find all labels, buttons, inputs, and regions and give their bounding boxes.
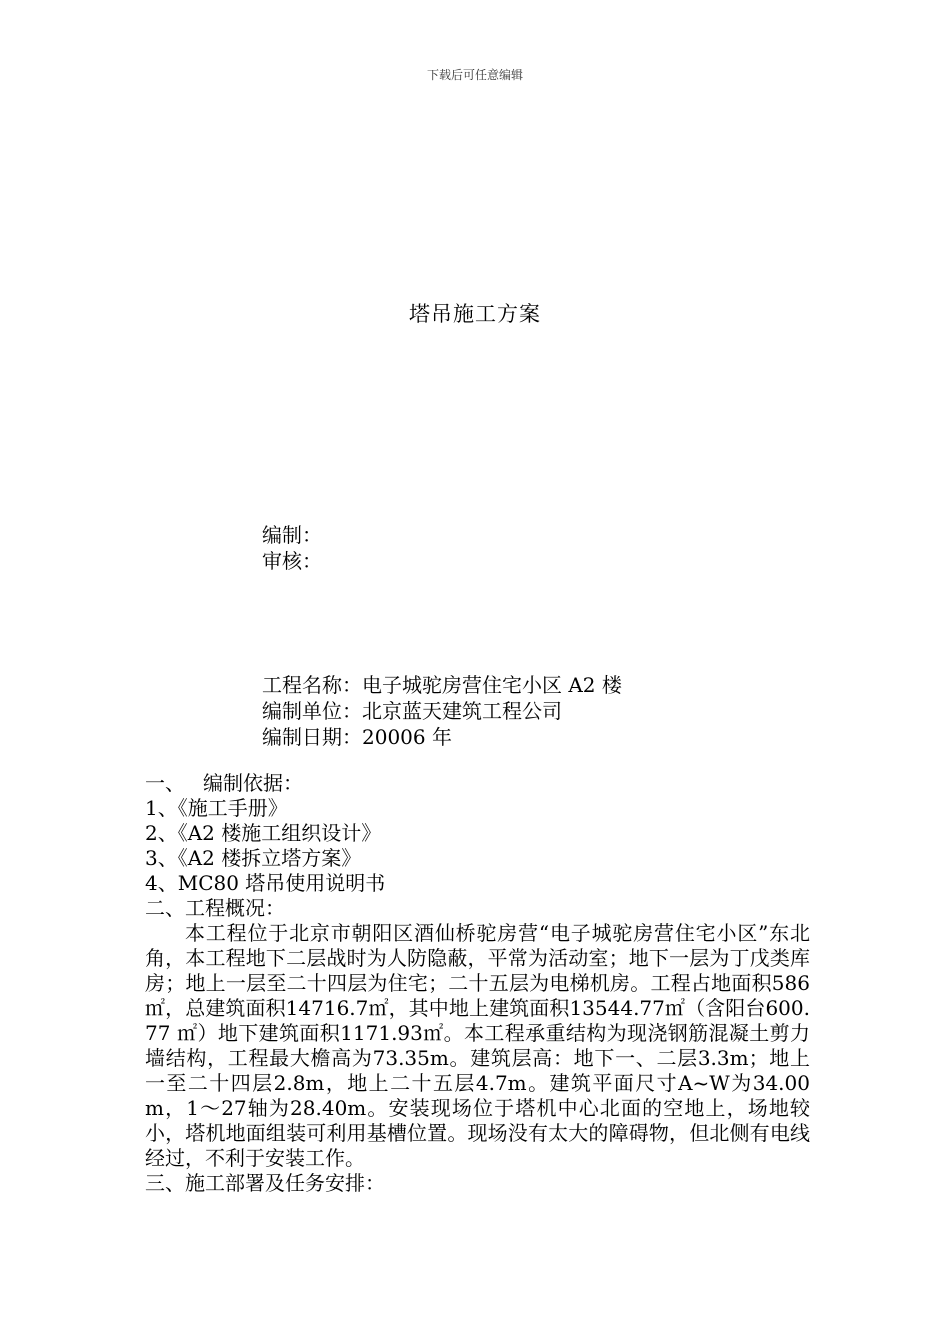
project-name: 工程名称：电子城驼房营住宅小区 A2 楼 — [262, 673, 622, 697]
compiling-unit: 编制单位：北京蓝天建筑工程公司 — [262, 699, 562, 723]
reviewer-label: 审核： — [262, 549, 322, 573]
document-title: 塔吊施工方案 — [409, 302, 541, 326]
basis-item-1: 1、《施工手册》 — [145, 796, 288, 820]
project-info — [262, 672, 622, 750]
project-overview-paragraph: 本工程位于北京市朝阳区酒仙桥驼房营“电子城驼房营住宅小区”东北角，本工程地下二层战时为人防隐蔽，平常为活动室；地下一层为丁戊类库房；地上一层至二十四层为住宅；二十五层为电梯机房。工程占地面积586㎡，总建筑面积14716.7㎡，其中地上建筑面积13544.77㎡（含阳台600.77 ㎡）地下建筑面积1171.93㎡。本工程承重结构为现浇钢筋混凝土剪力墙结构，工程最大檐高为73.35m。建筑层高：地下一、二层3.3m；地上一至二十四层2.8m，地上二十五层4.7m。建筑平面尺寸A~W为34.00m，1～27轴为28.40m。安装现场位于塔机中心北面的空地上，场地较小，塔机地面组装可利用基槽位置。现场没有太大的障碍物，但北侧有电线经过，不利于安装工作。 — [145, 921, 810, 1170]
section-1-heading — [145, 771, 810, 796]
basis-item-4: 4、MC80 塔吊使用说明书 — [145, 871, 386, 895]
compiler-label: 编制： — [262, 523, 322, 547]
section-1-number: 一、 — [145, 771, 185, 795]
compiling-date: 编制日期：20006 年 — [262, 725, 452, 749]
header-note: 下载后可任意编辑 — [426, 68, 523, 82]
section-1-title: 编制依据： — [203, 771, 303, 795]
basis-item-3: 3、《A2 楼拆立塔方案》 — [145, 846, 362, 870]
section-3-heading: 三、施工部署及任务安排： — [145, 1171, 385, 1195]
document-body — [145, 771, 810, 1196]
sign-block — [262, 522, 322, 574]
section-2-heading: 二、工程概况： — [145, 896, 285, 920]
basis-item-2: 2、《A2 楼施工组织设计》 — [145, 821, 382, 845]
